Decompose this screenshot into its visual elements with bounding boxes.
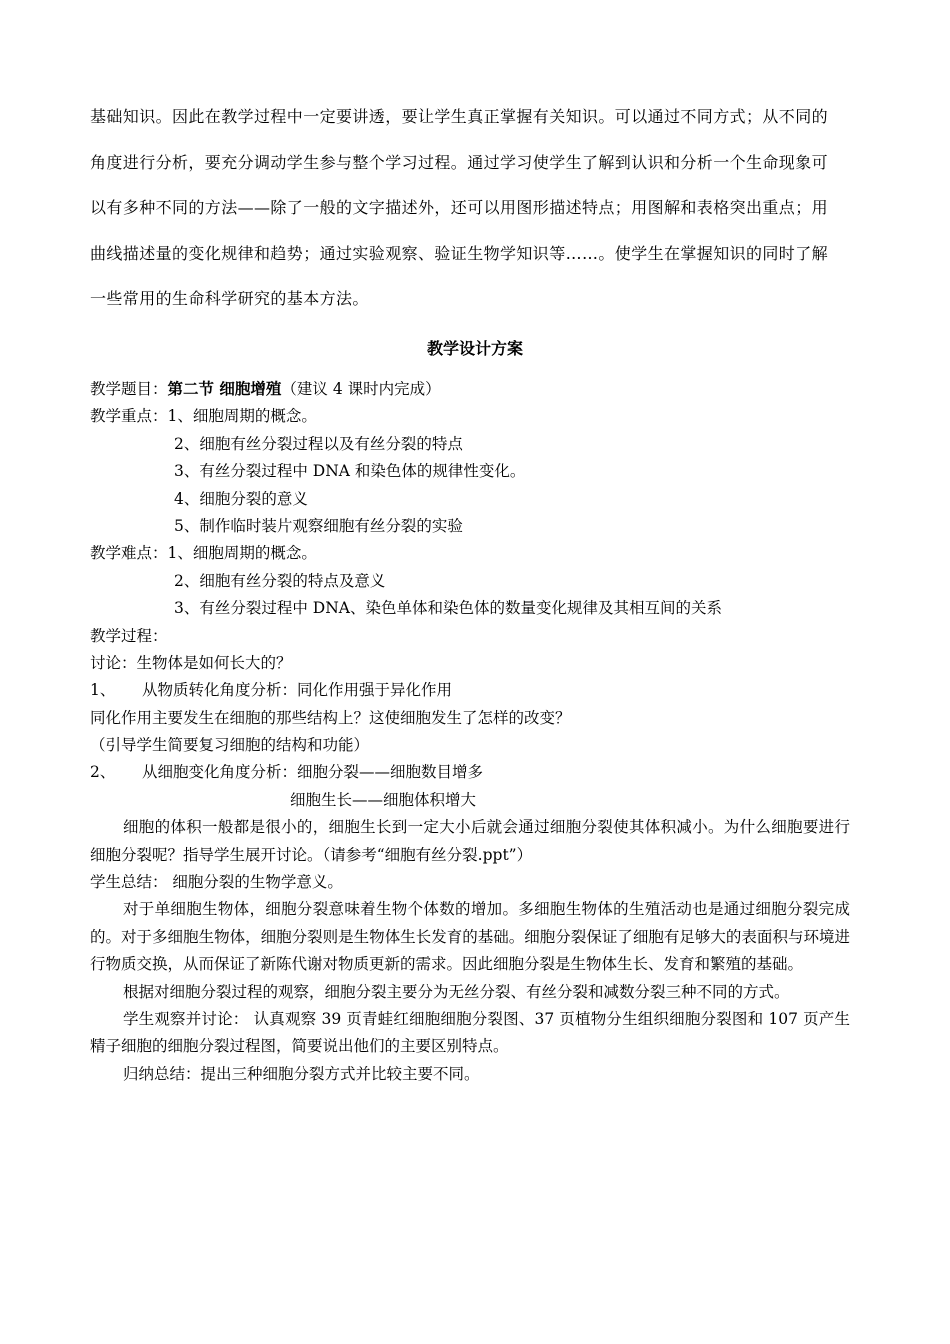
key-point-item: 2、细胞有丝分裂过程以及有丝分裂的特点 [174, 434, 463, 453]
step-text: 从细胞变化角度分析：细胞分裂——细胞数目增多 [142, 763, 484, 782]
lesson-plan-body [90, 376, 850, 1088]
intro-paragraph [90, 94, 850, 322]
topic-title: 第二节 细胞增殖 [167, 380, 282, 398]
difficult-point-item: 2、细胞有丝分裂的特点及意义 [174, 571, 386, 590]
key-points-first [90, 403, 850, 430]
intro-line: 曲线描述量的变化规律和趋势；通过实验观察、验证生物学知识等……。使学生在掌握知识的同时了解 [90, 243, 829, 263]
paragraph: 学生观察并讨论： 认真观察 39 页青蛙红细胞细胞分裂图、37 页植物分生组织细胞分裂图和 107 页产生精子细胞的细胞分裂过程图，简要说出他们的主要区别特点。 [90, 1010, 850, 1056]
key-point-item: 5、制作临时装片观察细胞有丝分裂的实验 [174, 516, 463, 535]
key-point-item: 4、细胞分裂的意义 [174, 489, 308, 508]
difficult-point-item: 1、细胞周期的概念。 [167, 544, 317, 563]
key-points-label: 教学重点： [90, 407, 168, 426]
step-two-sub: 细胞生长——细胞体积增大 [290, 790, 477, 809]
intro-line: 以有多种不同的方法——除了一般的文字描述外，还可以用图形描述特点；用图解和表格突出重点；用 [90, 198, 829, 217]
step-number: 1、 [90, 681, 116, 700]
key-point-item: 1、细胞周期的概念。 [167, 407, 317, 426]
step-text: 从物质转化角度分析：同化作用强于异化作用 [142, 681, 453, 700]
intro-line: 角度进行分析，要充分调动学生参与整个学习过程。通过学习使学生了解到认识和分析一个生命现象可 [90, 152, 829, 172]
intro-line: 一些常用的生命科学研究的基本方法。 [90, 289, 369, 308]
paragraph: 细胞的体积一般都是很小的，细胞生长到一定大小后就会通过细胞分裂使其体积减小。为什么细胞要进行细胞分裂呢？指导学生展开讨论。（请参考“细胞有丝分裂.ppt”） [90, 818, 850, 864]
step-two [90, 759, 850, 786]
discussion-line: 讨论：生物体是如何长大的？ [90, 653, 292, 672]
process-label: 教学过程： [90, 626, 168, 645]
topic-label: 教学题目： [90, 380, 168, 398]
guide-line: （引导学生简要复习细胞的结构和功能） [90, 736, 370, 755]
question-line: 同化作用主要发生在细胞的那些结构上？这使细胞发生了怎样的改变？ [90, 708, 571, 727]
step-number: 2、 [90, 763, 116, 782]
paragraph: 对于单细胞生物体，细胞分裂意味着生物个体数的增加。多细胞生物体的生殖活动也是通过细胞分裂完成的。对于多细胞生物体，细胞分裂则是生物体生长发育的基础。细胞分裂保证了细胞有足够大的表面积与环境进行物质交换，从而保证了新陈代谢对物质更新的需求。因此细胞分裂是生物体生长、发育和繁殖的基础。 [90, 900, 850, 974]
difficult-points-label: 教学难点： [90, 544, 168, 563]
key-point-item: 3、有丝分裂过程中 DNA 和染色体的规律性变化。 [174, 462, 526, 481]
step-one [90, 677, 850, 704]
topic-line [90, 376, 850, 403]
difficult-points-first [90, 540, 850, 567]
intro-line: 基础知识。因此在教学过程中一定要讲透，要让学生真正掌握有关知识。可以通过不同方式；从不同的 [90, 107, 829, 126]
paragraph: 根据对细胞分裂过程的观察，细胞分裂主要分为无丝分裂、有丝分裂和减数分裂三种不同的方式。 [123, 982, 790, 1001]
section-heading: 教学设计方案 [426, 339, 523, 358]
summary-line: 学生总结： 细胞分裂的生物学意义。 [90, 873, 343, 892]
paragraph: 归纳总结：提出三种细胞分裂方式并比较主要不同。 [123, 1064, 480, 1083]
difficult-point-item: 3、有丝分裂过程中 DNA、染色单体和染色体的数量变化规律及其相互间的关系 [174, 599, 722, 618]
topic-note: （建议 4 课时内完成） [281, 380, 441, 398]
